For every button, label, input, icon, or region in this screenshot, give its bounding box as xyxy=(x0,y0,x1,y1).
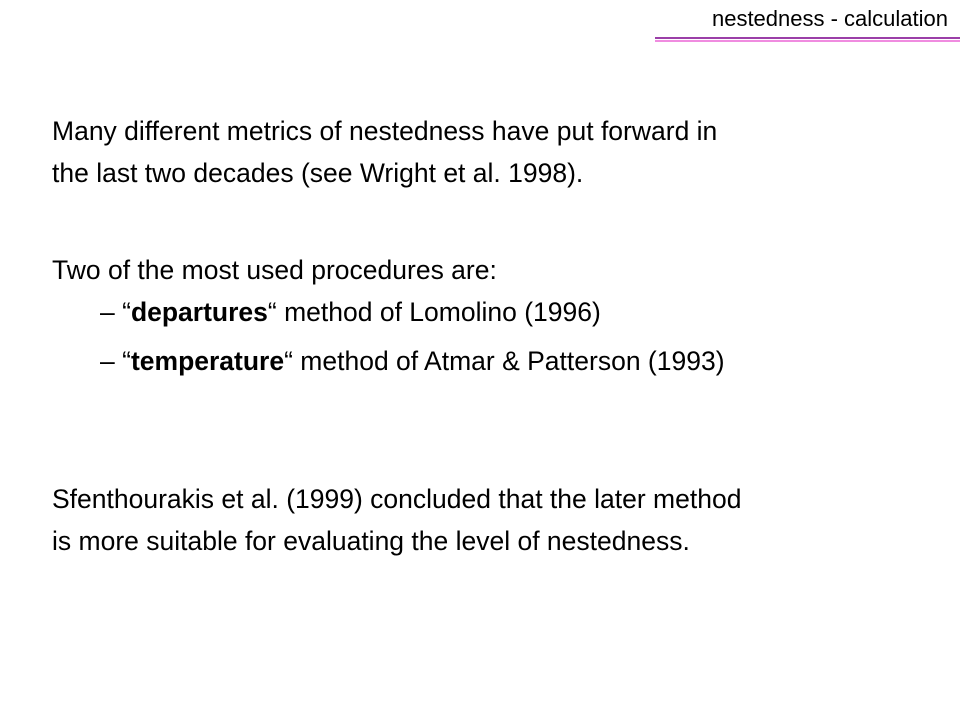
intro-paragraph xyxy=(52,110,717,194)
procedure-item-prefix: – “ xyxy=(100,297,131,327)
procedure-item-suffix: “ method of Atmar & Patterson (1993) xyxy=(284,346,725,376)
procedure-item-suffix: “ method of Lomolino (1996) xyxy=(267,297,601,327)
procedure-item-term: departures xyxy=(130,297,268,327)
procedure-item-term: temperature xyxy=(130,346,285,376)
slide-title: nestedness - calculation xyxy=(711,6,948,31)
conclusion-line-2: is more suitable for evaluating the level of nestedness. xyxy=(52,526,690,556)
conclusion-paragraph xyxy=(52,478,741,562)
procedure-item-temperature xyxy=(100,340,725,382)
procedure-item-prefix: – “ xyxy=(100,346,131,376)
title-underline-dark xyxy=(655,37,960,39)
procedures-heading: Two of the most used procedures are: xyxy=(52,255,497,285)
conclusion-line-1: Sfenthourakis et al. (1999) concluded that the later method xyxy=(52,484,742,514)
title-underline-light xyxy=(655,40,960,42)
procedure-item-departures xyxy=(100,291,601,333)
intro-line-2: the last two decades (see Wright et al. 1998). xyxy=(52,158,584,188)
intro-line-1: Many different metrics of nestedness have put forward in xyxy=(52,116,718,146)
